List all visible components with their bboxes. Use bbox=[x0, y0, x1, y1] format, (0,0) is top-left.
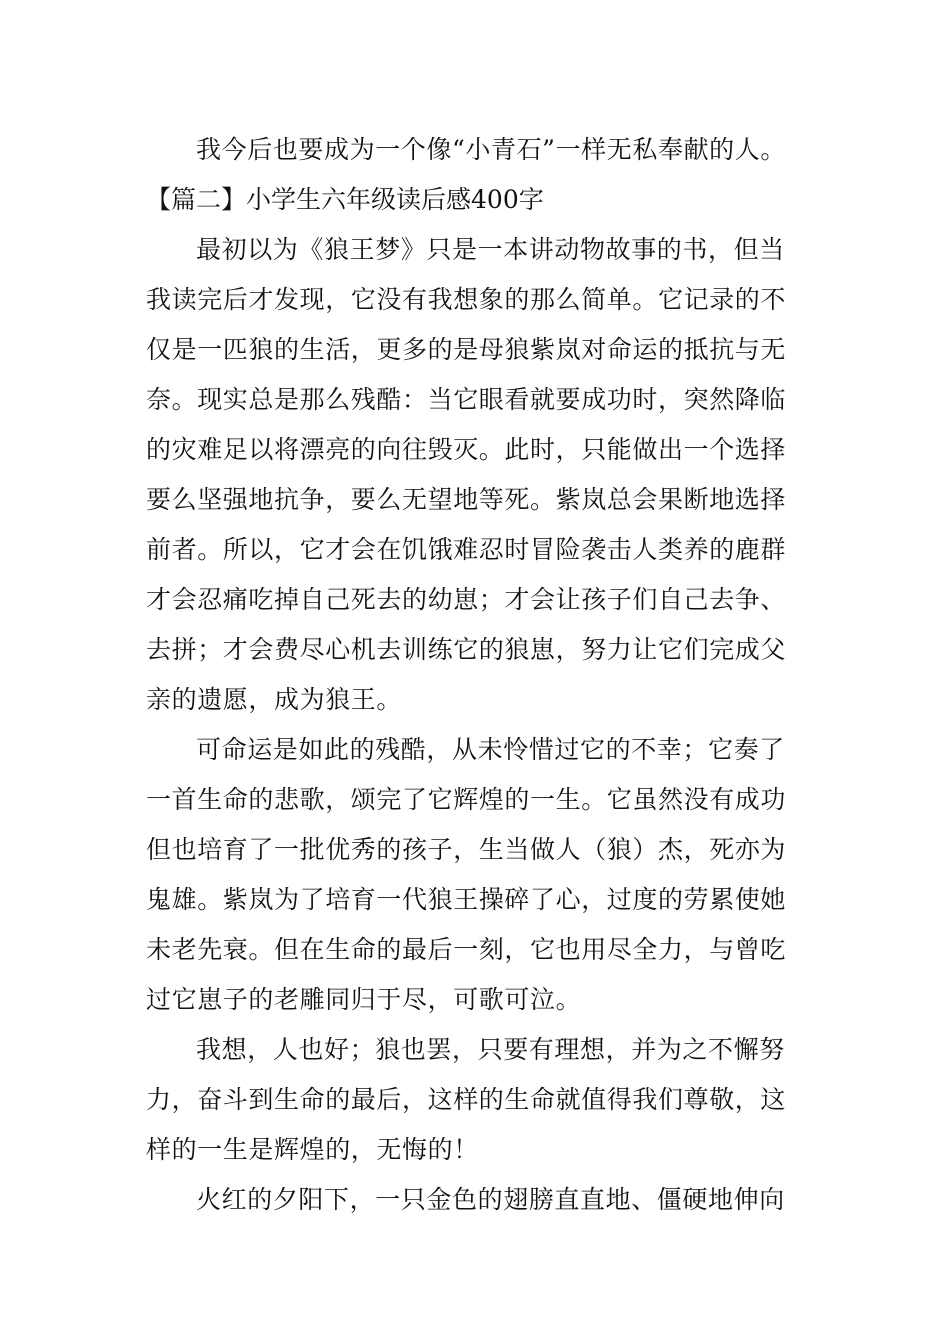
paragraph-line: 火红的夕阳下，一只金色的翅膀直直地、僵硬地伸向 bbox=[196, 1185, 785, 1214]
paragraph-line: 的灾难足以将漂亮的向往毁灭。此时，只能做出一个选择 bbox=[146, 435, 787, 464]
paragraph-line: 去拼；才会费尽心机去训练它的狼崽，努力让它们完成父 bbox=[146, 635, 787, 664]
paragraph-line: 鬼雄。紫岚为了培育一代狼王操碎了心，过度的劳累使她 bbox=[146, 885, 787, 914]
paragraph-line: 仅是一匹狼的生活，更多的是母狼紫岚对命运的抵抗与无 bbox=[146, 335, 787, 364]
paragraph-line: 过它崽子的老雕同归于尽，可歌可泣。 bbox=[146, 985, 582, 1014]
paragraph-line: 可命运是如此的残酷，从未怜惜过它的不幸；它奏了 bbox=[196, 735, 785, 764]
paragraph-line: 但也培育了一批优秀的孩子，生当做人（狼）杰，死亦为 bbox=[146, 835, 787, 864]
paragraph-line: 才会忍痛吃掉自己死去的幼崽；才会让孩子们自己去争、 bbox=[146, 585, 787, 614]
paragraph-line: 亲的遗愿，成为狼王。 bbox=[146, 685, 403, 714]
paragraph-line: 要么坚强地抗争，要么无望地等死。紫岚总会果断地选择 bbox=[146, 485, 787, 514]
paragraph-line: 奈。现实总是那么残酷：当它眼看就要成功时，突然降临 bbox=[146, 385, 787, 414]
section-heading: 【篇二】小学生六年级读后感400字 bbox=[146, 185, 544, 214]
paragraph-line: 样的一生是辉煌的，无悔的！ bbox=[146, 1135, 479, 1164]
paragraph-line: 我今后也要成为一个像“小青石”一样无私奉献的人。 bbox=[196, 135, 786, 164]
paragraph-line: 未老先衰。但在生命的最后一刻，它也用尽全力，与曾吃 bbox=[146, 935, 787, 964]
paragraph-line: 最初以为《狼王梦》只是一本讲动物故事的书，但当 bbox=[196, 235, 785, 264]
paragraph-line: 力，奋斗到生命的最后，这样的生命就值得我们尊敬，这 bbox=[146, 1085, 787, 1114]
paragraph-line: 我想，人也好；狼也罢，只要有理想，并为之不懈努 bbox=[196, 1035, 785, 1064]
paragraph-line: 一首生命的悲歌，颂完了它辉煌的一生。它虽然没有成功 bbox=[146, 785, 787, 814]
paragraph-line: 我读完后才发现，它没有我想象的那么简单。它记录的不 bbox=[146, 285, 787, 314]
paragraph-line: 前者。所以，它才会在饥饿难忍时冒险袭击人类养的鹿群 bbox=[146, 535, 787, 564]
